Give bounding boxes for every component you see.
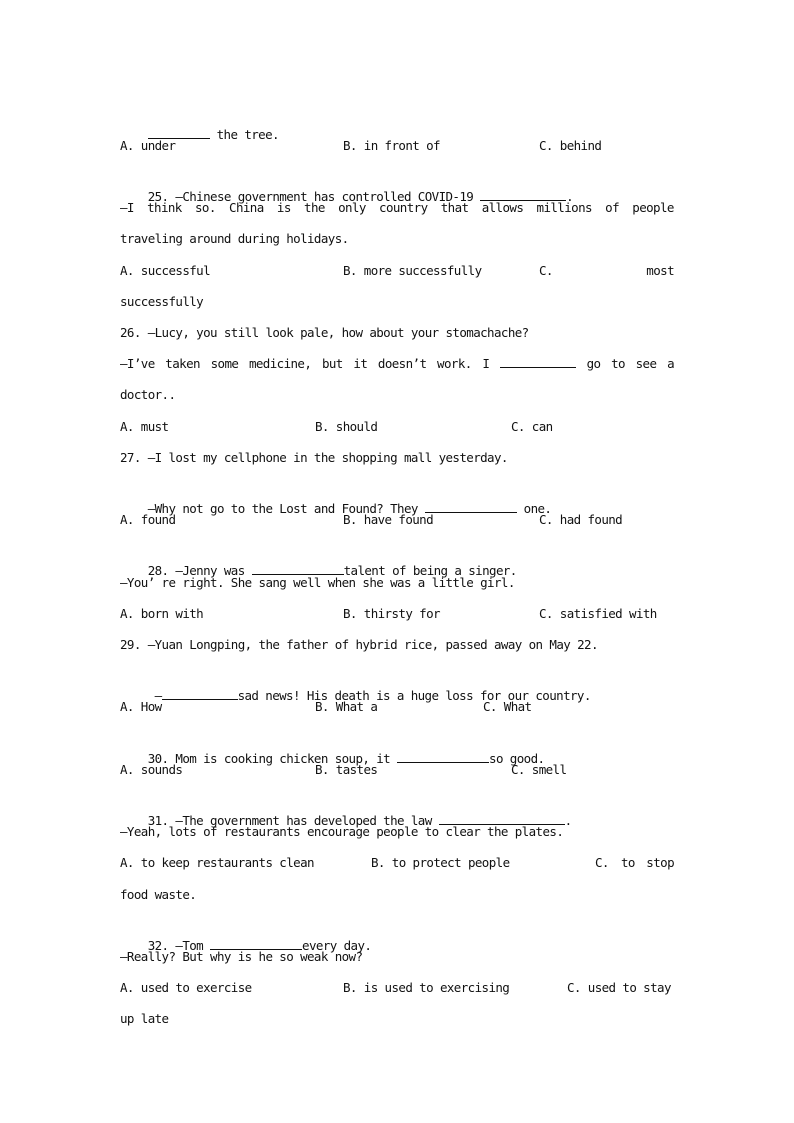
option-a: A. found [120, 512, 176, 527]
question-text: 25. —Chinese government has controlled COVID-19 [147, 189, 481, 204]
question-tail: sad news! His death is a huge loss for our country. [237, 688, 591, 703]
word: that [440, 200, 469, 215]
option-a: A. under [120, 138, 176, 153]
question-28 [120, 541, 674, 578]
question-tail: every day. [302, 938, 372, 953]
word: think [147, 200, 182, 215]
option-a: A. to keep restaurants clean [120, 855, 314, 870]
option-a: A. sounds [120, 762, 183, 777]
question-tail: talent of being a singer. [343, 563, 517, 578]
text-line: successfully [120, 294, 204, 309]
question-29: 29. —Yuan Longping, the father of hybrid rice, passed away on May 22. [120, 637, 598, 652]
text-line: traveling around during holidays. [120, 231, 349, 246]
text-line: doctor.. [120, 387, 176, 402]
answer-options [120, 978, 674, 998]
question-tail: so good. [489, 751, 545, 766]
word: see [635, 356, 657, 371]
option-b: B. to protect people [371, 855, 510, 870]
option-c-text: stop [646, 855, 674, 870]
word: medicine, [248, 356, 312, 371]
question-31 [120, 791, 674, 828]
option-c: C. [539, 263, 553, 278]
option-b: B. in front of [343, 138, 440, 153]
option-c: C. can [511, 419, 553, 434]
option-a: A. born with [120, 606, 204, 621]
question-26: 26. —Lucy, you still look pale, how about your stomachache? [120, 325, 529, 340]
word: only [338, 200, 366, 215]
answer-options [120, 604, 674, 624]
word: —I’ve [120, 356, 155, 371]
option-a: A. must [120, 419, 169, 434]
word: China [229, 200, 264, 215]
option-b: B. more successfully [343, 263, 482, 278]
word: people [632, 200, 674, 215]
word: millions [536, 200, 592, 215]
question-25 [120, 167, 674, 204]
question-tail: one. [516, 501, 552, 516]
question-text: 28. —Jenny was [147, 563, 252, 578]
option-b: B. tastes [315, 762, 378, 777]
answer-options [120, 853, 674, 873]
text-line [120, 105, 674, 142]
option-c: C. used to stay [567, 980, 671, 995]
text-line: —Really? But why is he so weak now? [120, 949, 363, 964]
option-c: C. [595, 855, 609, 870]
text-line: —You’ re right. She sang well when she was a little girl. [120, 575, 515, 590]
word: work. [437, 356, 472, 371]
question-text: 32. —Tom [147, 938, 211, 953]
word: a [667, 356, 674, 371]
word: of [605, 200, 620, 215]
text-line: up late [120, 1011, 169, 1026]
question-line [120, 479, 674, 516]
option-b: B. is used to exercising [343, 980, 510, 995]
question-line [120, 666, 674, 703]
question-30 [120, 729, 674, 766]
option-c: C. satisfied with [539, 606, 657, 621]
option-a: A. How [120, 699, 162, 714]
option-a: A. successful [120, 263, 211, 278]
question-32 [120, 916, 674, 953]
word: but [321, 356, 343, 371]
option-b: B. have found [343, 512, 434, 527]
justified-line [120, 354, 674, 374]
answer-options [120, 510, 674, 530]
option-c-text: to [621, 855, 635, 870]
option-b: B. What a [315, 699, 378, 714]
line-text: the tree. [209, 127, 279, 142]
question-text: —Why not go to the Lost and Found? They [147, 501, 425, 516]
option-c-text: most [646, 263, 674, 278]
question-text: — [147, 688, 162, 703]
option-c: C. What [483, 699, 532, 714]
word: is [276, 200, 291, 215]
text-line: —Yeah, lots of restaurants encourage people to clear the plates. [120, 824, 564, 839]
word: so. [195, 200, 216, 215]
word: the [304, 200, 325, 215]
option-c: C. smell [511, 762, 567, 777]
question-tail: . [566, 189, 574, 204]
option-c: C. had found [539, 512, 623, 527]
word: go [586, 356, 601, 371]
option-b: B. thirsty for [343, 606, 440, 621]
option-a: A. used to exercise [120, 980, 252, 995]
question-text: 31. —The government has developed the law [147, 813, 439, 828]
answer-options [120, 697, 674, 717]
word: country [379, 200, 428, 215]
word: allows [481, 200, 524, 215]
text-line: food waste. [120, 887, 197, 902]
answer-blank [500, 354, 576, 368]
word: I [482, 356, 490, 371]
word: to [611, 356, 625, 371]
question-text: 30. Mom is cooking chicken soup, it [147, 751, 398, 766]
answer-options [120, 417, 674, 437]
answer-options [120, 760, 674, 780]
question-tail: . [564, 813, 572, 828]
word: it [353, 356, 368, 371]
option-b: B. should [315, 419, 378, 434]
justified-line [120, 198, 674, 218]
answer-options [120, 261, 674, 281]
word: doesn’t [377, 356, 427, 371]
word: some [210, 356, 239, 371]
word: —I [120, 200, 134, 215]
question-27: 27. —I lost my cellphone in the shopping mall yesterday. [120, 450, 508, 465]
answer-options [120, 136, 674, 156]
word: taken [165, 356, 200, 371]
option-c: C. behind [539, 138, 602, 153]
